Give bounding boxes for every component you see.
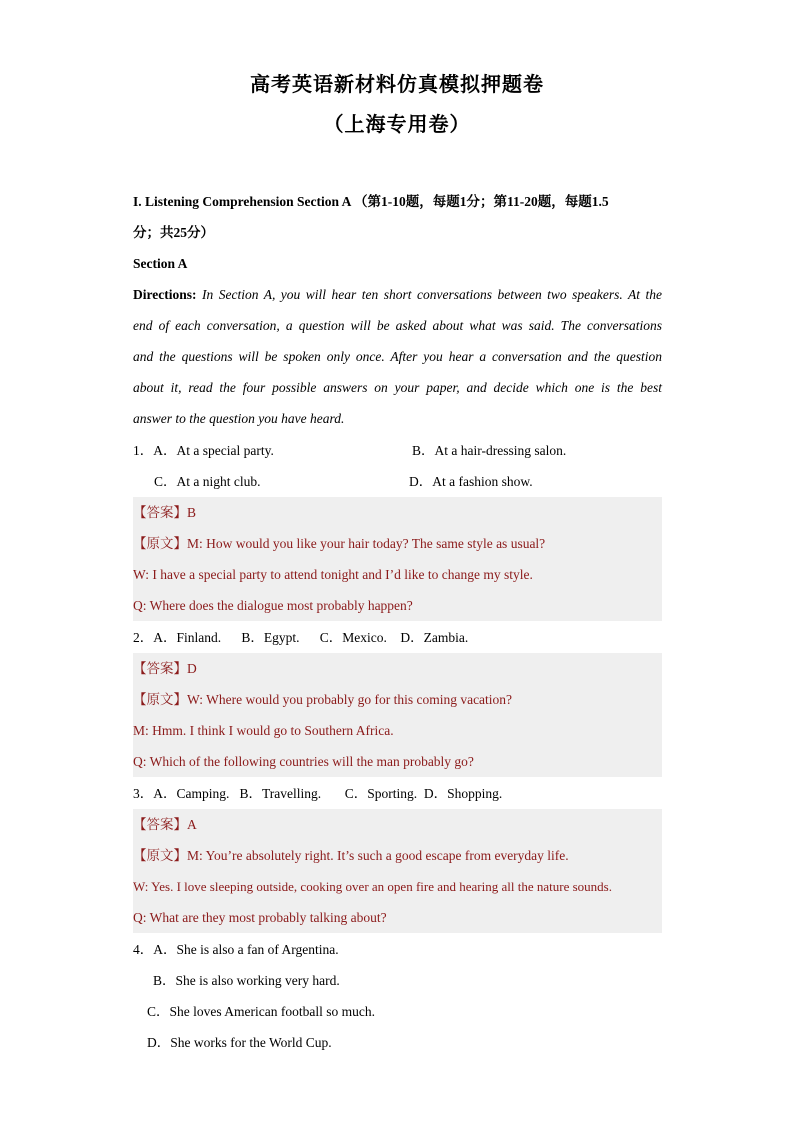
q3-transcript-1: 【原文】M: You’re absolutely right. It’s such a good escape from everyday life. xyxy=(133,840,662,871)
q2-transcript-1: 【原文】W: Where would you probably go for this coming vacation? xyxy=(133,684,662,715)
section-a-label: Section A xyxy=(133,256,188,271)
q2-options: 2．A．Finland. B．Egypt. C．Mexico. D．Zambia. xyxy=(133,630,469,645)
section-heading-line2: 分；共25分） xyxy=(133,225,214,240)
q4-option-c: C．She loves American football so much. xyxy=(147,1004,375,1019)
q3-transcript-3: Q: What are they most probably talking about? xyxy=(133,902,662,933)
q2-transcript-2: M: Hmm. I think I would go to Southern Africa. xyxy=(133,715,662,746)
q1-answer: 【答案】B xyxy=(133,497,662,528)
q3-options: 3．A．Camping. B．Travelling. C．Sporting. D．Shopping. xyxy=(133,786,503,801)
q1-transcript-1: 【原文】M: How would you like your hair today? The same style as usual? xyxy=(133,528,662,559)
q3-transcript-2: W: Yes. I love sleeping outside, cooking over an open fire and hearing all the nature sounds. xyxy=(133,871,662,902)
q1-transcript-2: W: I have a special party to attend tonight and I’d like to change my style. xyxy=(133,559,662,590)
q4-option-b: B．She is also working very hard. xyxy=(153,973,340,988)
q1-option-b: B．At a hair-dressing salon. xyxy=(412,443,567,458)
page-title: 高考英语新材料仿真模拟押题卷 xyxy=(250,74,544,96)
directions-line3: and the questions will be spoken only once. After you hear a conversation and the question xyxy=(133,349,662,364)
q2-answer: 【答案】D xyxy=(133,653,662,684)
q1-option-d: D．At a fashion show. xyxy=(409,474,533,489)
page-subtitle: （上海专用卷） xyxy=(323,114,471,136)
q4-option-a: 4．A．She is also a fan of Argentina. xyxy=(133,942,339,957)
directions-label: Directions: xyxy=(133,287,197,302)
section-heading-line1: I. Listening Comprehension Section A （第1-10题，每题1分；第11-20题，每题1.5 xyxy=(133,194,609,209)
q1-option-a: 1．A．At a special party. xyxy=(133,443,274,458)
q1-transcript-3: Q: Where does the dialogue most probably happen? xyxy=(133,590,662,621)
directions-text1: In Section A, you will hear ten short conversations between two speakers. At the xyxy=(196,287,662,302)
q1-options-row2 xyxy=(133,466,662,497)
q2-transcript-3: Q: Which of the following countries will the man probably go? xyxy=(133,746,662,777)
directions-line1 xyxy=(133,279,662,310)
q1-option-c: C．At a night club. xyxy=(154,474,261,489)
q4-option-d: D．She works for the World Cup. xyxy=(147,1035,332,1050)
directions-line2: end of each conversation, a question will be asked about what was said. The conversations xyxy=(133,318,662,333)
q3-answer: 【答案】A xyxy=(133,809,662,840)
directions-line5: answer to the question you have heard. xyxy=(133,411,345,426)
q1-options-row1 xyxy=(133,435,662,466)
directions-line4: about it, read the four possible answers on your paper, and decide which one is the best xyxy=(133,380,662,395)
